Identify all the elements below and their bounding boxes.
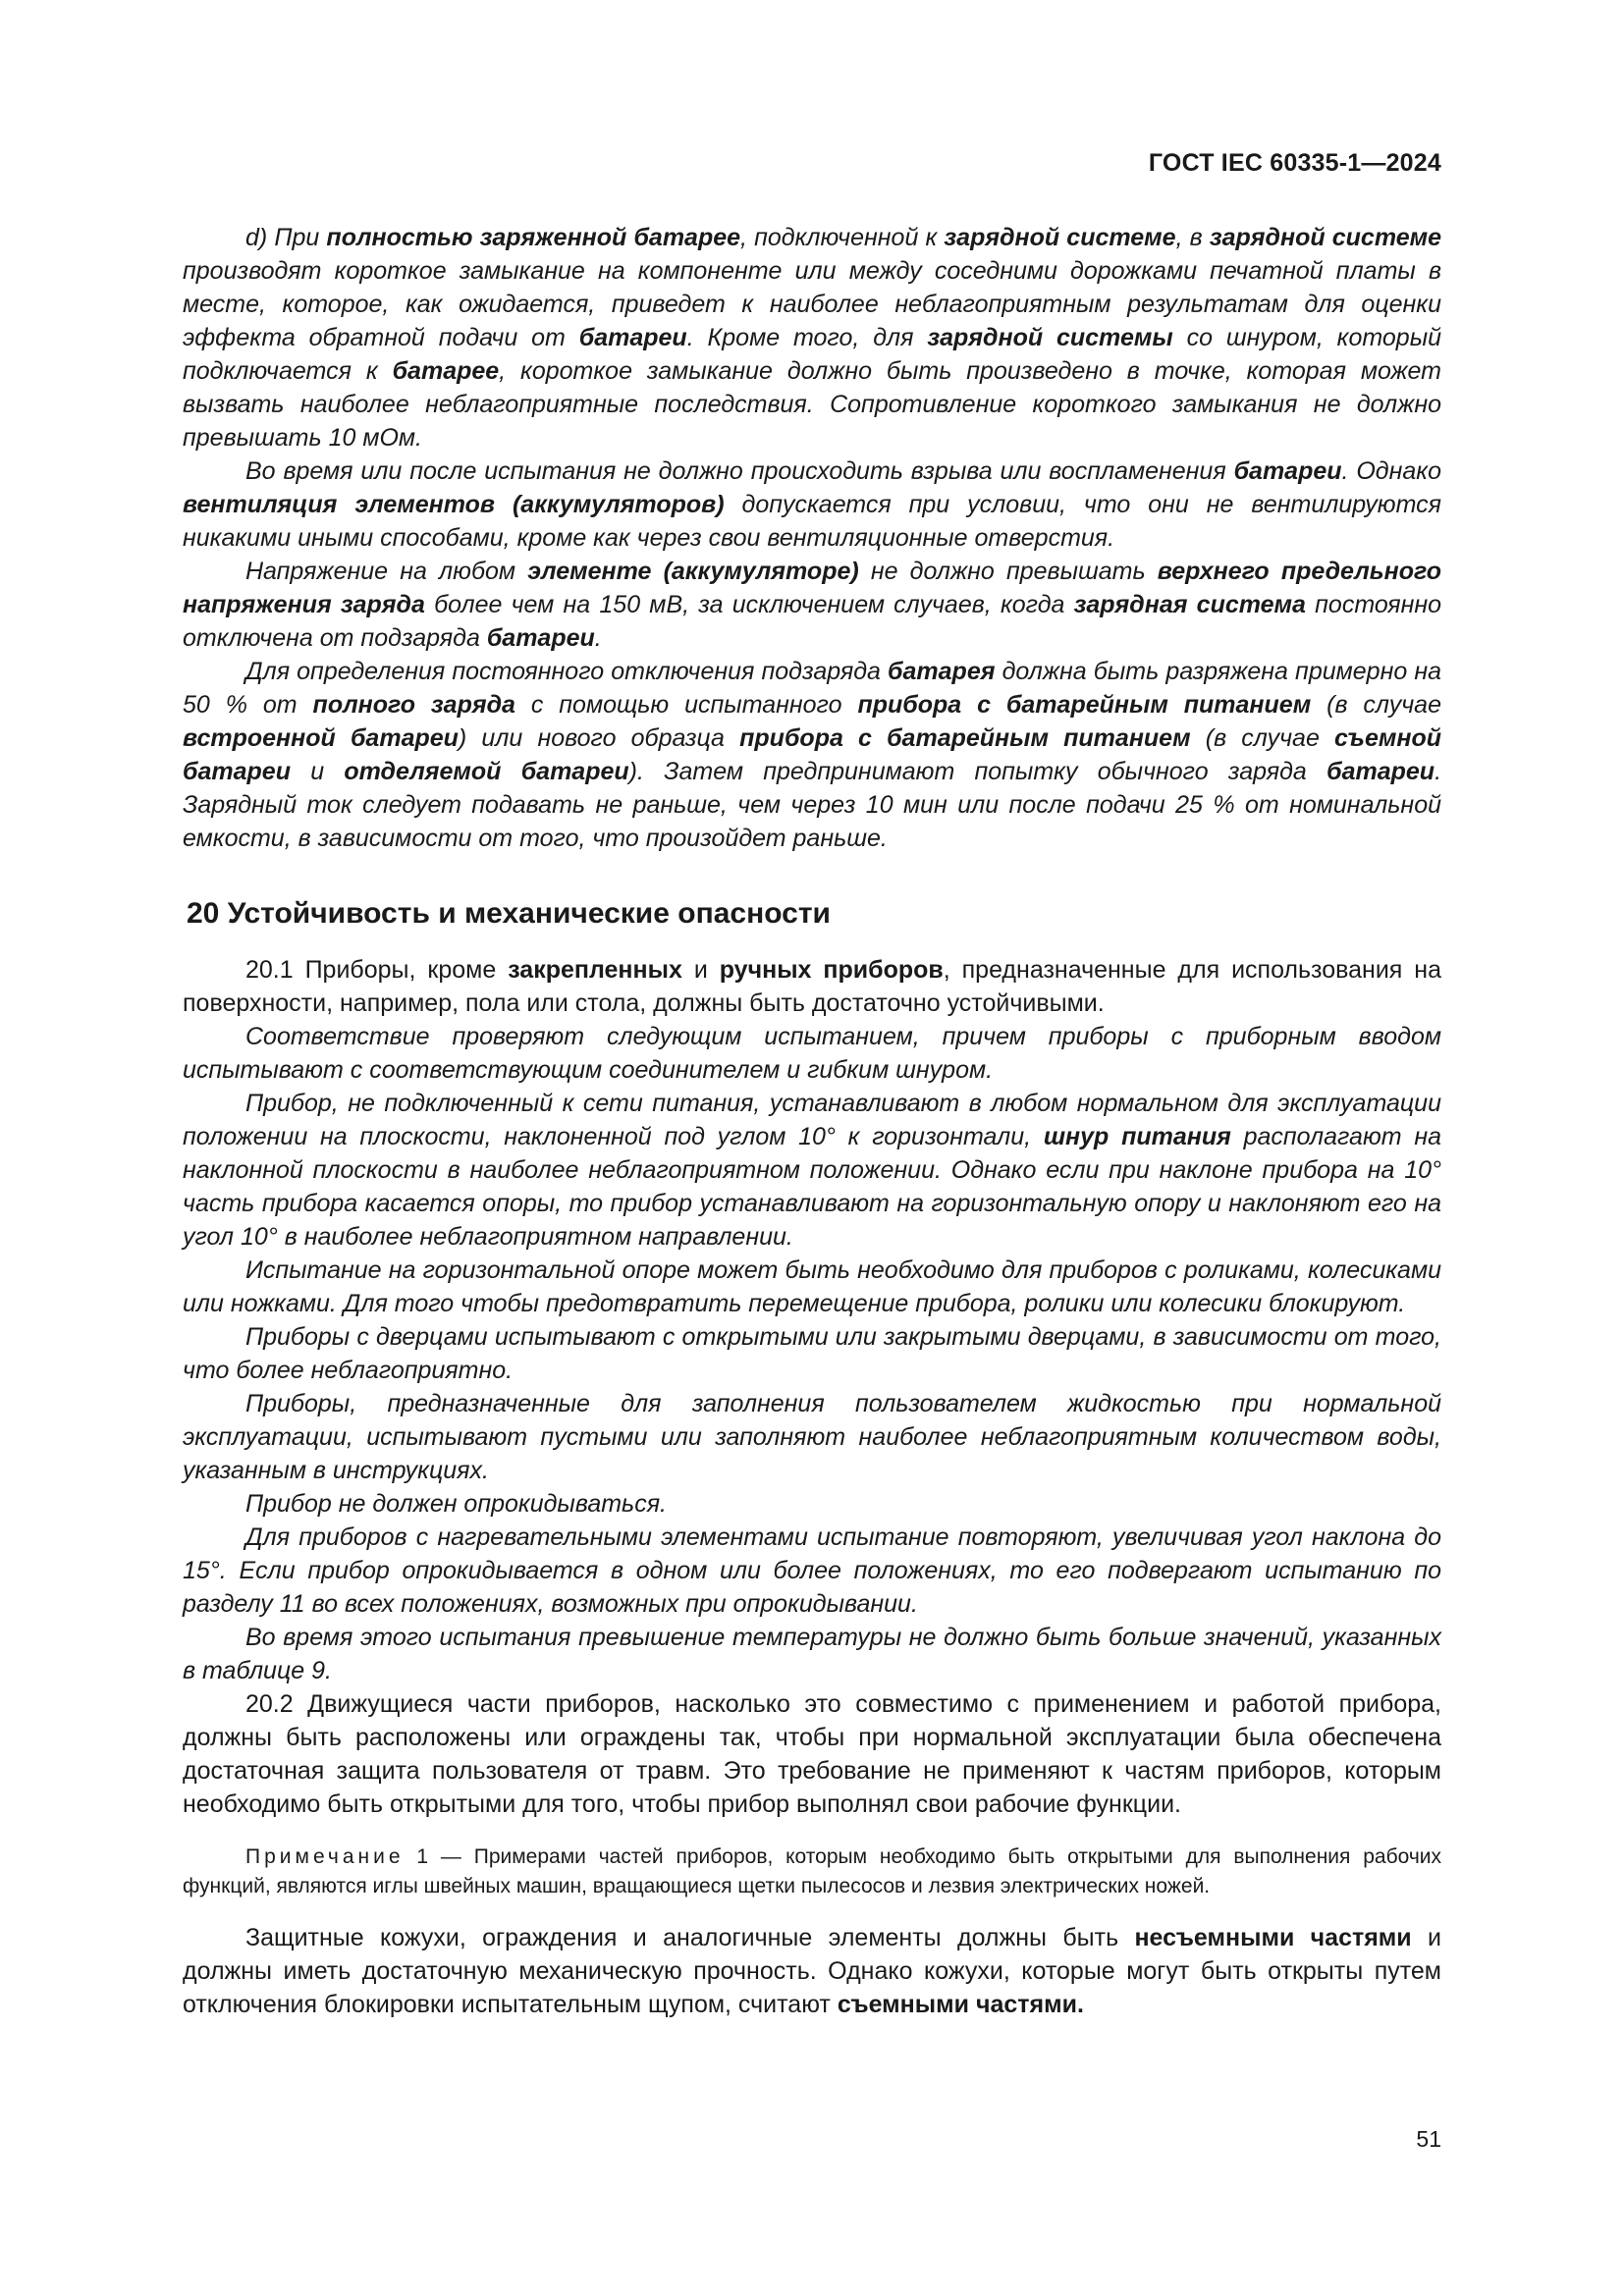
paragraph — [183, 1320, 1441, 1387]
note-text: 1 — Примерами частей приборов, которым необходимо быть открытыми для выполнения рабочих функций, являются иглы швейных машин, вращающиеся щетки пылесосов и лезвия электрических ножей. — [183, 1845, 1441, 1897]
text-run: (в случае — [1190, 724, 1335, 752]
bold-term: батареи — [486, 624, 595, 652]
text-run: должна быть разряжена примерно на 50 % от — [183, 658, 1441, 719]
paragraph — [183, 1521, 1441, 1621]
paragraph — [183, 1687, 1441, 1821]
text-run: Для определения постоянного отключения подзаряда — [245, 658, 889, 685]
text-run: d) При — [245, 224, 327, 251]
bold-term: съемными частями. — [837, 1991, 1084, 2018]
text-run: допускается при условии, что они не вентилируются никакими иными способами, кроме как через свои вентиляционные отверстия. — [183, 491, 1441, 552]
text-run: 20.1 Приборы, кроме — [245, 956, 509, 984]
paragraph — [183, 1487, 1441, 1521]
text-run: и — [290, 758, 345, 785]
paragraph — [183, 1254, 1441, 1320]
note-label: Примечание — [245, 1845, 405, 1868]
text-run: , подключенной к — [740, 224, 945, 251]
text-run: Во время или после испытания не должно происходить взрыва или воспламенения — [245, 457, 1234, 485]
text-run: более чем на 150 мВ, за исключением случаев, когда — [424, 591, 1074, 618]
text-run: ) или нового образца — [458, 724, 740, 752]
note — [183, 1842, 1441, 1901]
text-run: Приборы, предназначенные для заполнения пользователем жидкостью при нормальной эксплуатации, испытывают пустыми или заполняют наиболее неблагоприятным количеством воды, указанным в инструкциях. — [183, 1390, 1441, 1484]
paragraph — [183, 555, 1441, 655]
text-run: . — [594, 624, 602, 652]
paragraph — [183, 1921, 1441, 2021]
bold-term: съемной батареи — [183, 724, 1442, 785]
bold-term: вентиляция элементов (аккумуляторов) — [183, 491, 725, 518]
paragraph — [183, 953, 1441, 1020]
bold-term: закрепленных — [508, 956, 682, 984]
text-run: . Зарядный ток следует подавать не раньше, чем через 10 мин или после подачи 25 % от номинальной емкости, в зависимости от того, что произойдет раньше. — [183, 758, 1442, 852]
text-run: Приборы с дверцами испытывают с открытыми или закрытыми дверцами, в зависимости от того, что более неблагоприятно. — [183, 1323, 1441, 1384]
paragraphs-section — [183, 953, 1441, 1821]
text-run: располагают на наклонной плоскости в наиболее неблагоприятном положении. Однако если при наклоне прибора на 10° часть прибора касается опоры, то прибор устанавливают на горизонтальную опору и наклоняют его на угол 10° в наиболее неблагоприятном направлении. — [183, 1123, 1441, 1251]
text-run: , предназначенные для использования на поверхности, например, пола или стола, должны быть достаточно устойчивыми. — [183, 956, 1441, 1017]
text-run: Во время этого испытания превышение температуры не должно быть больше значений, указанных в таблице 9. — [183, 1624, 1441, 1684]
text-run: ). Затем предпринимают попытку обычного заряда — [628, 758, 1327, 785]
text-run: , короткое замыкание должно быть произведено в точке, которая может вызвать наиболее неблагоприятные последствия. Сопротивление короткого замыкания не должно превышать 10 мОм. — [183, 357, 1441, 452]
section-title: 20 Устойчивость и механические опасности — [187, 897, 831, 930]
text-run: не должно превышать — [858, 558, 1158, 585]
text-run: . Однако — [1341, 457, 1441, 485]
text-run: и — [681, 956, 720, 984]
paragraph — [183, 655, 1441, 855]
paragraphs-bottom — [183, 1921, 1441, 2021]
bold-term: зарядной системе — [944, 224, 1176, 251]
paragraph — [183, 1387, 1441, 1487]
bold-term: шнур питания — [1043, 1123, 1231, 1150]
text-run: с помощью испытанного — [514, 691, 858, 719]
bold-term: ручных приборов — [719, 956, 944, 984]
text-run: и должны иметь достаточную механическую прочность. Однако кожухи, которые могут быть открыты путем отключения блокировки испытательным щупом, считают — [183, 1924, 1441, 2018]
bold-term: отделяемой батареи — [344, 758, 629, 785]
text-run: (в случае — [1311, 691, 1441, 719]
bold-term: несъемными частями — [1134, 1924, 1412, 1951]
text-run: Соответствие проверяют следующим испытанием, причем приборы с приборным вводом испытывают с соответствующим соединителем и гибким шнуром. — [183, 1023, 1441, 1084]
text-run: Прибор не должен опрокидываться. — [245, 1490, 667, 1518]
text-run: . Кроме того, для — [686, 324, 928, 351]
bold-term: встроенной батареи — [183, 724, 459, 752]
text-run: Защитные кожухи, ограждения и аналогичные элементы должны быть — [245, 1924, 1135, 1951]
paragraph — [183, 454, 1441, 555]
bold-term: зарядная система — [1073, 591, 1306, 618]
page-content — [183, 221, 1441, 2021]
bold-term: батареи — [1233, 457, 1342, 485]
bold-term: батарее — [392, 357, 500, 385]
text-run: постоянно отключена от подзаряда — [183, 591, 1441, 652]
bold-term: прибора с батарейным питанием — [739, 724, 1191, 752]
text-run: Прибор, не подключенный к сети питания, устанавливают в любом нормальном для эксплуатации положении на плоскости, наклоненной под углом 10° к горизонтали, — [183, 1090, 1441, 1150]
bold-term: батареи — [1326, 758, 1435, 785]
paragraph — [183, 221, 1441, 454]
bold-term: батареи — [578, 324, 687, 351]
text-run: Для приборов с нагревательными элементами испытание повторяют, увеличивая угол наклона до 15°. Если прибор опрокидывается в одном или более положениях, то его подвергают испытанию по разделу 11 во всех положениях, возможных при опрокидывании. — [183, 1523, 1441, 1618]
document-header: ГОСТ IEC 60335-1—2024 — [1148, 149, 1441, 177]
paragraphs-top — [183, 221, 1441, 855]
bold-term: зарядной системы — [927, 324, 1173, 351]
bold-term: зарядной системе — [1209, 224, 1442, 251]
bold-term: батарея — [888, 658, 996, 685]
text-run: , в — [1175, 224, 1210, 251]
text-run: Напряжение на любом — [245, 558, 528, 585]
text-run: 20.2 Движущиеся части приборов, насколько это совместимо с применением и работой прибора, должны быть расположены или ограждены так, чтобы при нормальной эксплуатации была обеспечена достаточная защита пользователя от травм. Это требование не применяют к частям приборов, которым необходимо быть открытыми для того, чтобы прибор выполнял свои рабочие функции. — [183, 1690, 1441, 1818]
text-run: со шнуром, который подключается к — [183, 324, 1442, 385]
paragraph — [183, 1621, 1441, 1687]
paragraph — [183, 1020, 1441, 1087]
bold-term: элементе (аккумуляторе) — [527, 558, 859, 585]
page-number: 51 — [1416, 2126, 1441, 2152]
text-run: Испытание на горизонтальной опоре может быть необходимо для приборов с роликами, колесиками или ножками. Для того чтобы предотвратить перемещение прибора, ролики или колесики блокируют. — [183, 1256, 1441, 1317]
bold-term: полного заряда — [312, 691, 515, 719]
text-run: производят короткое замыкание на компоненте или между соседними дорожками печатной платы в месте, которое, как ожидается, приведет к наиболее неблагоприятным результатам для оценки эффекта обратной подачи от — [183, 257, 1441, 351]
bold-term: полностью заряженной батарее — [326, 224, 741, 251]
bold-term: верхнего предельного напряжения заряда — [183, 558, 1442, 618]
bold-term: прибора с батарейным питанием — [857, 691, 1312, 719]
paragraph — [183, 1087, 1441, 1254]
